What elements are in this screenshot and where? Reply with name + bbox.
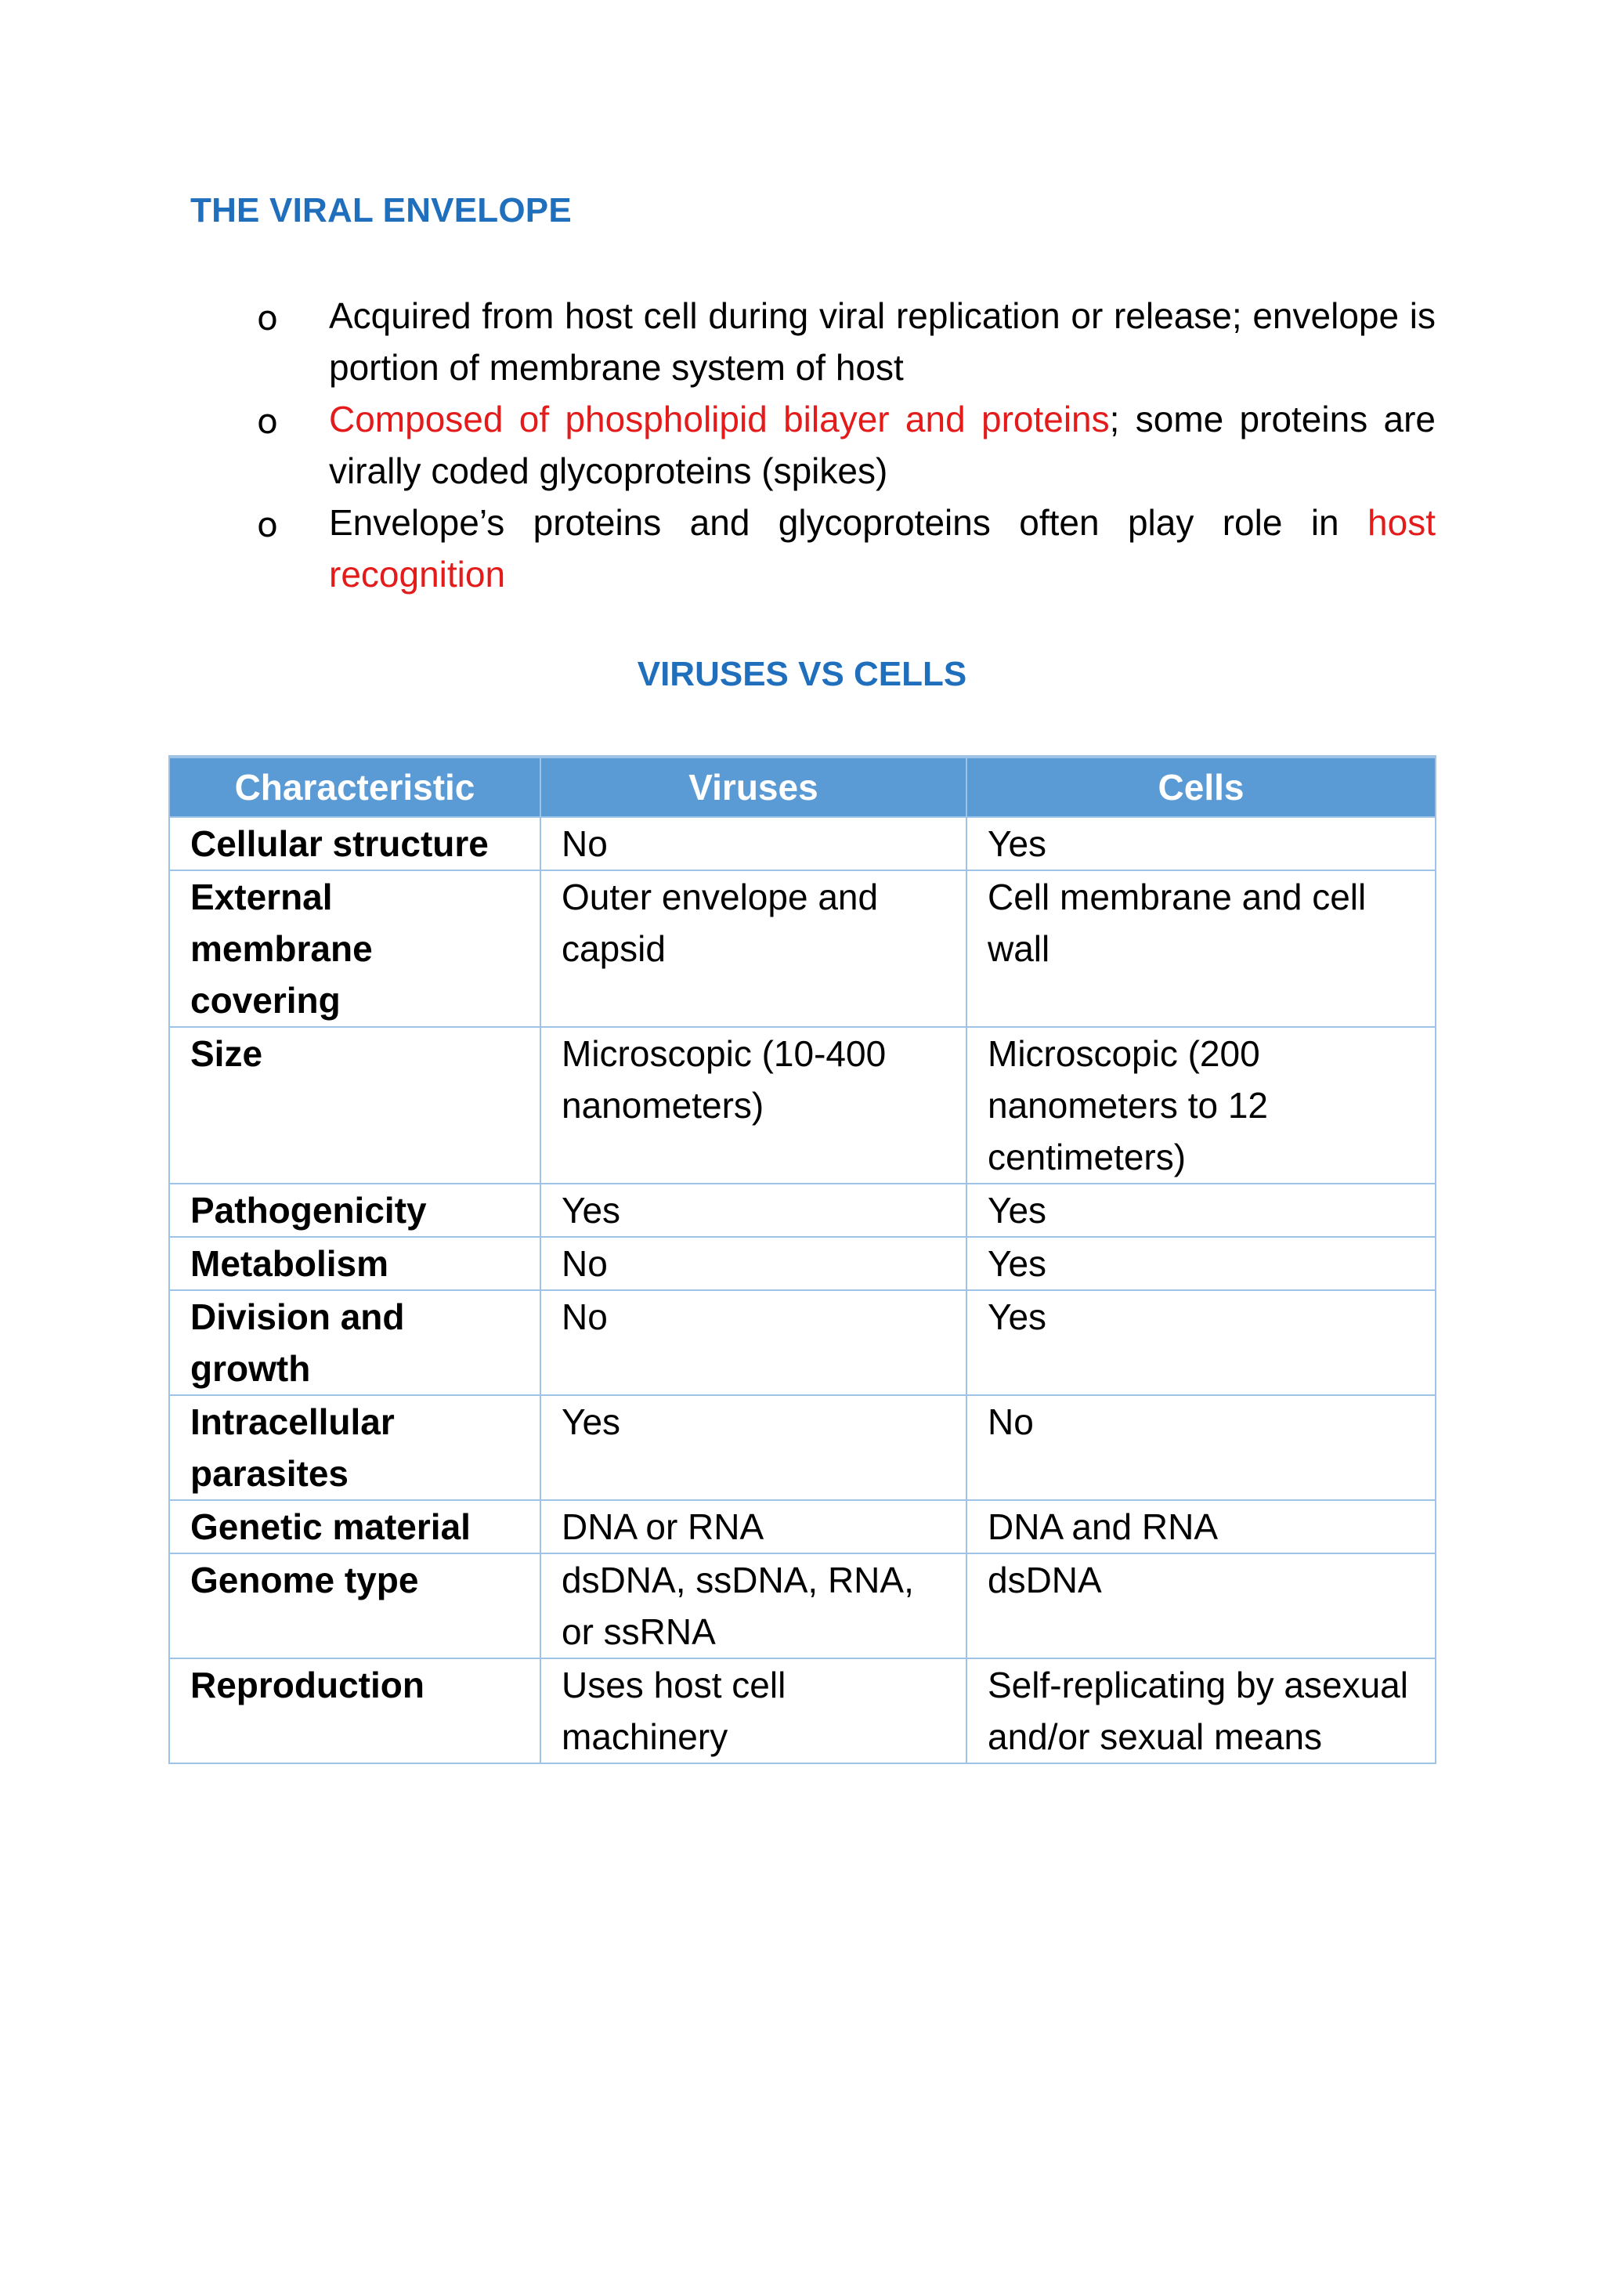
section-heading: THE VIRAL ENVELOPE [190,191,572,230]
row-characteristic: Pathogenicity [169,1184,540,1237]
row-characteristic: Size [169,1027,540,1184]
cell-cells: Yes [966,817,1436,870]
row-characteristic: Cellular structure [169,817,540,870]
cell-cells: dsDNA [966,1553,1436,1658]
cell-cells: Cell membrane and cell wall [966,870,1436,1027]
cell-viruses: Outer envelope and capsid [540,870,966,1027]
table-row [169,1237,1436,1290]
cell-viruses: dsDNA, ssDNA, RNA, or ssRNA [540,1553,966,1658]
bullet-marker: o [257,505,278,545]
cell-viruses: No [540,817,966,870]
comparison-table [168,755,1436,1764]
table-row [169,1184,1436,1237]
row-characteristic: Genome type [169,1553,540,1658]
table-header-row [169,757,1436,817]
table-title: VIRUSES VS CELLS [637,655,967,693]
cell-cells: No [966,1395,1436,1500]
row-characteristic: External membrane covering [169,870,540,1027]
table-row [169,817,1436,870]
bullet-marker: o [257,402,278,442]
table-row [169,1027,1436,1184]
cell-cells: Microscopic (200 nanometers to 12 centimeters) [966,1027,1436,1184]
bullet-marker: o [257,298,278,338]
row-characteristic: Metabolism [169,1237,540,1290]
cell-viruses: Uses host cell machinery [540,1658,966,1763]
bullet-text: Envelope’s proteins and glycoproteins often play role in [329,502,1368,543]
table-row [169,1500,1436,1553]
column-header: Viruses [540,757,966,817]
bullet-text: Acquired from host cell during viral replication or release; envelope is portion of membrane system of host [329,295,1436,388]
cell-viruses: DNA or RNA [540,1500,966,1553]
row-characteristic: Reproduction [169,1658,540,1763]
table-row [169,1553,1436,1658]
table-row [169,1290,1436,1395]
cell-cells: Self-replicating by asexual and/or sexual means [966,1658,1436,1763]
cell-viruses: Microscopic (10-400 nanometers) [540,1027,966,1184]
bullet-item [190,393,1436,497]
cell-cells: Yes [966,1184,1436,1237]
bullet-item [190,290,1436,393]
row-characteristic: Intracellular parasites [169,1395,540,1500]
cell-cells: Yes [966,1290,1436,1395]
bullet-highlight-text: Composed of phospholipid bilayer and proteins [329,399,1110,439]
bullet-item [190,497,1436,600]
envelope-bullet-list [190,290,1436,600]
row-characteristic: Division and growth [169,1290,540,1395]
table-row [169,870,1436,1027]
cell-viruses: No [540,1290,966,1395]
table-row [169,1658,1436,1763]
table-row [169,1395,1436,1500]
column-header: Characteristic [169,757,540,817]
cell-viruses: Yes [540,1395,966,1500]
bullet-text: ; some proteins are virally coded glycoproteins (spikes) [329,399,1436,491]
cell-viruses: Yes [540,1184,966,1237]
cell-cells: DNA and RNA [966,1500,1436,1553]
bullet-highlight-text: host recognition [329,502,1436,595]
cell-viruses: No [540,1237,966,1290]
row-characteristic: Genetic material [169,1500,540,1553]
column-header: Cells [966,757,1436,817]
cell-cells: Yes [966,1237,1436,1290]
